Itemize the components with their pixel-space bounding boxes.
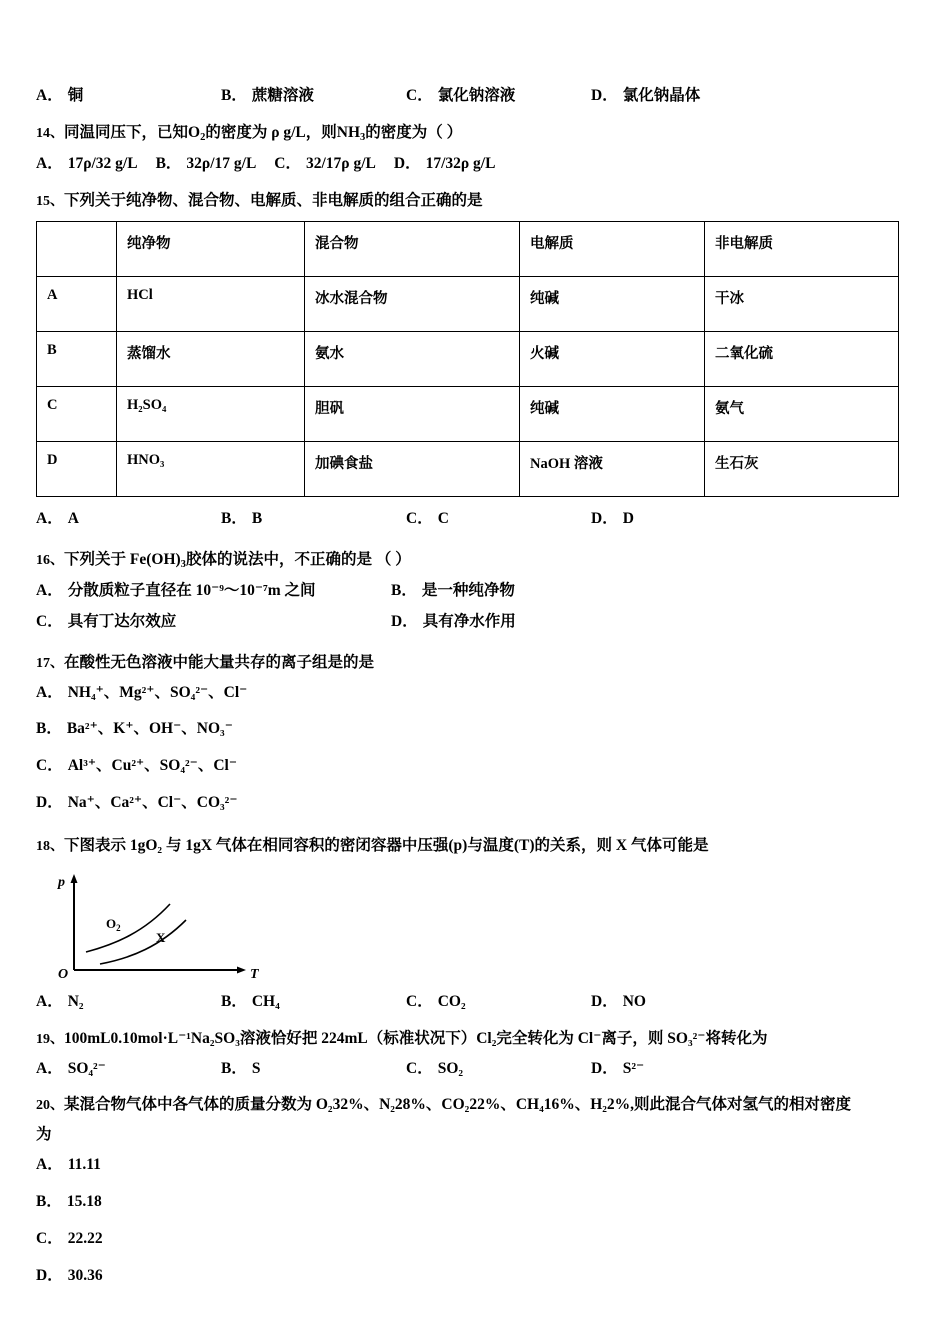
q15-number: 15、: [36, 193, 64, 209]
q14-stem-sub2: 3: [360, 131, 366, 143]
q18-option-b-label: B．: [221, 992, 247, 1010]
q19-option-a[interactable]: [36, 1057, 221, 1082]
table-cell-nonelectrolyte: 生石灰: [705, 441, 899, 496]
q17-option-d[interactable]: [36, 791, 238, 816]
q13-option-c-label: C．: [406, 87, 433, 104]
q19-option-d-label: D．: [591, 1059, 618, 1077]
table-header-pure: 纯净物: [117, 221, 305, 276]
table-cell-nonelectrolyte: 二氧化硫: [705, 331, 899, 386]
q16-option-c[interactable]: [36, 610, 391, 635]
page-content: [36, 84, 916, 1301]
q13-options-row: [36, 84, 916, 109]
q14-option-a-text: 17ρ/32 g/L: [67, 155, 138, 173]
q13-option-d-label: D．: [591, 87, 618, 104]
q14-option-b-text: 32ρ/17 g/L: [186, 155, 257, 173]
q20-option-c-text: 22.22: [67, 1230, 103, 1248]
q13-option-d[interactable]: [591, 84, 776, 109]
q14-option-c[interactable]: [274, 152, 376, 177]
q17-option-b[interactable]: [36, 717, 233, 742]
q15-stem-text: 下列关于纯净物、混合物、电解质、非电解质的组合正确的是: [64, 191, 483, 209]
q17-stem: [36, 651, 916, 675]
q19-stem: [36, 1027, 916, 1051]
table-row: [37, 386, 899, 441]
q16-options-row-1: [36, 579, 916, 604]
q20-option-c[interactable]: [36, 1227, 103, 1252]
table-cell-nonelectrolyte: 氨气: [705, 386, 899, 441]
table-cell-electrolyte: 火碱: [520, 331, 705, 386]
q20-option-a-row: [36, 1153, 916, 1178]
q16-option-a[interactable]: [36, 579, 391, 604]
q20-option-b-label: B．: [36, 1193, 62, 1211]
q19-option-a-text: SO₄²⁻: [67, 1059, 106, 1077]
q16-stem: [36, 548, 916, 573]
table-cell-pure: H₂SO₄: [117, 386, 305, 441]
q17-stem-text: 在酸性无色溶液中能大量共存的离子组是的是: [64, 653, 375, 671]
q14-number: 14、: [36, 125, 64, 141]
q14-stem-part1: 同温同压下，已知O: [64, 123, 201, 141]
q15-option-d-text: D: [622, 509, 634, 527]
q16-option-a-text: 分散质粒子直径在 10⁻⁹～10⁻⁷m 之间: [67, 581, 316, 599]
q16-stem-part2: 胶体的说法中，不正确的是 （ ）: [185, 550, 411, 568]
x-axis-arrow-icon: [237, 966, 246, 973]
q16-option-b-text: 是一种纯净物: [421, 581, 515, 599]
q15-option-b-label: B．: [221, 509, 247, 527]
table-header-row: [37, 221, 899, 276]
q14-option-c-label: C．: [274, 155, 301, 173]
q15-option-b[interactable]: [221, 507, 406, 532]
q15-option-b-text: B: [251, 509, 263, 527]
q14-stem-part3: 的密度为（ ）: [365, 123, 463, 141]
y-axis-arrow-icon: [71, 874, 78, 883]
curve-label-o2: $O_2$: [106, 915, 121, 933]
q14-options-row: [36, 152, 916, 177]
table-cell-key: A: [37, 276, 117, 331]
q20-option-b[interactable]: [36, 1190, 102, 1215]
q16-option-c-text: 具有丁达尔效应: [67, 612, 177, 630]
q16-number: 16、: [36, 552, 64, 568]
q13-option-a-label: A．: [36, 87, 63, 104]
q17-option-a-row: [36, 681, 916, 706]
q15-table: [36, 221, 899, 497]
q19-option-c-text: SO₂: [437, 1059, 464, 1077]
table-cell-electrolyte: 纯碱: [520, 276, 705, 331]
q19-stem-text: 100mL0.10mol·L⁻¹Na₂SO₃溶液恰好把 224mL（标准状况下）Cl₂完全转化为 Cl⁻离子，则 SO₃²⁻将转化为: [64, 1029, 768, 1047]
q20-options-list: [36, 1153, 916, 1288]
q18-option-a-text: N₂: [67, 992, 84, 1010]
q15-option-a[interactable]: [36, 507, 221, 532]
q16-option-d[interactable]: [391, 610, 516, 635]
q19-option-c-label: C．: [406, 1059, 433, 1077]
q14-option-a-label: A．: [36, 155, 63, 173]
q20-number: 20、: [36, 1098, 64, 1114]
q17-number: 17、: [36, 655, 64, 671]
table-cell-mixture: 加碘食盐: [305, 441, 520, 496]
table-cell-key: C: [37, 386, 117, 441]
q16-option-d-label: D．: [391, 612, 418, 630]
q15-option-a-text: A: [67, 509, 79, 527]
q18-stem: [36, 834, 916, 858]
q20-option-d-label: D．: [36, 1266, 63, 1284]
table-row: [37, 276, 899, 331]
table-cell-pure: HNO₃: [117, 441, 305, 496]
table-row: [37, 441, 899, 496]
q20-option-d-row: [36, 1264, 916, 1289]
q20-option-d[interactable]: [36, 1264, 103, 1289]
q13-option-d-text: 氯化钠晶体: [622, 87, 701, 104]
q17-option-a[interactable]: [36, 681, 247, 706]
q13-option-a-text: 铜: [67, 87, 84, 104]
q17-options-list: [36, 681, 916, 816]
table-cell-electrolyte: 纯碱: [520, 386, 705, 441]
q20-stem-line1: [36, 1093, 916, 1117]
q18-option-d[interactable]: [591, 990, 776, 1015]
q20-stem-text-2: 为: [36, 1126, 52, 1144]
q17-option-d-label: D．: [36, 793, 63, 811]
q15-option-c-label: C．: [406, 509, 433, 527]
q20-stem-text-1: 某混合物气体中各气体的质量分数为 O₂32%、N₂28%、CO₂22%、CH₄16%、H₂2%,则此混合气体对氢气的相对密度: [64, 1096, 852, 1114]
table-cell-mixture: 胆矾: [305, 386, 520, 441]
table-cell-mixture: 冰水混合物: [305, 276, 520, 331]
axis-label-t: T: [250, 966, 259, 980]
q15-stem: [36, 189, 916, 213]
q14-option-a[interactable]: [36, 152, 138, 177]
table-row: [37, 331, 899, 386]
q17-option-b-text: Ba²⁺、K⁺、OH⁻、NO₃⁻: [66, 720, 233, 738]
q18-option-c[interactable]: [406, 990, 591, 1015]
q17-option-c-row: [36, 754, 916, 779]
q17-option-c[interactable]: [36, 754, 237, 779]
q20-option-d-text: 30.36: [67, 1266, 103, 1284]
q14-option-b[interactable]: [156, 152, 257, 177]
q14-option-d[interactable]: [394, 152, 496, 177]
q19-option-b-label: B．: [221, 1059, 247, 1077]
q15-option-a-label: A．: [36, 509, 63, 527]
table-header-electrolyte: 电解质: [520, 221, 705, 276]
q13-option-b-label: B．: [221, 87, 247, 104]
q20-option-c-row: [36, 1227, 916, 1252]
q19-option-d-text: S²⁻: [622, 1059, 645, 1077]
table-header-key: [37, 221, 117, 276]
q19-option-b-text: S: [251, 1059, 261, 1077]
table-cell-pure: 蒸馏水: [117, 331, 305, 386]
table-header-mixture: 混合物: [305, 221, 520, 276]
q19-options-row: [36, 1057, 916, 1082]
q20-stem-line2: [36, 1123, 916, 1147]
q16-stem-part1: 下列关于 Fe(OH): [64, 550, 181, 568]
q15-option-c[interactable]: [406, 507, 591, 532]
q20-option-a-text: 11.11: [67, 1156, 101, 1174]
q17-option-a-label: A．: [36, 683, 63, 701]
q18-stem-text: 下图表示 1gO₂ 与 1gX 气体在相同容积的密闭容器中压强(p)与温度(T)的关系，则 X 气体可能是: [64, 836, 709, 854]
q14-option-b-label: B．: [155, 155, 182, 173]
q18-option-a-label: A．: [36, 992, 63, 1010]
table-cell-key: B: [37, 331, 117, 386]
q18-option-c-label: C．: [406, 992, 433, 1010]
q16-option-a-label: A．: [36, 581, 63, 599]
table-header-nonelectrolyte: 非电解质: [705, 221, 899, 276]
q19-option-b[interactable]: [221, 1057, 406, 1082]
q13-option-b-text: 蔗糖溶液: [251, 87, 314, 104]
q16-option-b-label: B．: [391, 581, 417, 599]
q14-stem-part2: 的密度为 ρ g/L，则NH: [205, 123, 361, 141]
q17-option-b-label: B．: [36, 720, 62, 738]
q19-option-d[interactable]: [591, 1057, 776, 1082]
q17-option-c-label: C．: [36, 757, 63, 775]
q14-stem-sub1: 2: [200, 131, 206, 143]
q13-option-a[interactable]: [36, 84, 221, 109]
q20-option-b-text: 15.18: [66, 1193, 102, 1211]
axis-label-p: p: [58, 874, 65, 890]
q18-option-c-text: CO₂: [437, 992, 466, 1010]
q13-option-c-text: 氯化钠溶液: [437, 87, 516, 104]
q18-number: 18、: [36, 838, 64, 854]
q18-option-b[interactable]: [221, 990, 406, 1015]
q16-option-b[interactable]: [391, 579, 515, 604]
q19-option-a-label: A．: [36, 1059, 63, 1077]
q14-option-d-label: D．: [393, 155, 421, 173]
q13-option-c[interactable]: [406, 84, 591, 109]
q20-option-a[interactable]: [36, 1153, 101, 1178]
q17-option-c-text: Al³⁺、Cu²⁺、SO₄²⁻、Cl⁻: [67, 757, 238, 775]
q15-options-row: [36, 507, 916, 532]
axis-label-origin: O: [58, 966, 69, 980]
q20-option-b-row: [36, 1190, 916, 1215]
q18-option-d-text: NO: [622, 992, 646, 1010]
q13-option-b[interactable]: [221, 84, 406, 109]
q15-option-d-label: D．: [591, 509, 618, 527]
table-cell-nonelectrolyte: 干冰: [705, 276, 899, 331]
table-cell-mixture: 氨水: [305, 331, 520, 386]
q14-option-d-text: 17/32ρ g/L: [425, 155, 496, 173]
q19-number: 19、: [36, 1031, 64, 1047]
q20-option-a-label: A．: [36, 1156, 63, 1174]
table-cell-pure: HCl: [117, 276, 305, 331]
q15-option-c-text: C: [437, 509, 449, 527]
q18-option-b-text: CH₄: [251, 992, 280, 1010]
q15-option-d[interactable]: [591, 507, 776, 532]
q17-option-d-text: Na⁺、Ca²⁺、Cl⁻、CO₃²⁻: [67, 793, 238, 811]
q18-option-d-label: D．: [591, 992, 618, 1010]
table-cell-key: D: [37, 441, 117, 496]
pressure-temperature-diagram: [44, 870, 274, 980]
q18-option-a[interactable]: [36, 990, 221, 1015]
q17-option-d-row: [36, 791, 916, 816]
q14-option-c-text: 32/17ρ g/L: [306, 155, 376, 173]
q16-option-c-label: C．: [36, 612, 63, 630]
q20-option-c-label: C．: [36, 1230, 63, 1248]
table-cell-electrolyte: NaOH 溶液: [520, 441, 705, 496]
q17-option-b-row: [36, 717, 916, 742]
q14-stem: [36, 121, 916, 146]
q16-options-row-2: [36, 610, 916, 635]
q18-options-row: [36, 990, 916, 1015]
q16-option-d-text: 具有净水作用: [422, 612, 516, 630]
q16-stem-sub: 3: [180, 558, 186, 570]
q19-option-c[interactable]: [406, 1057, 591, 1082]
q17-option-a-text: NH₄⁺、Mg²⁺、SO₄²⁻、Cl⁻: [67, 683, 248, 701]
curve-label-x: X: [156, 929, 166, 945]
